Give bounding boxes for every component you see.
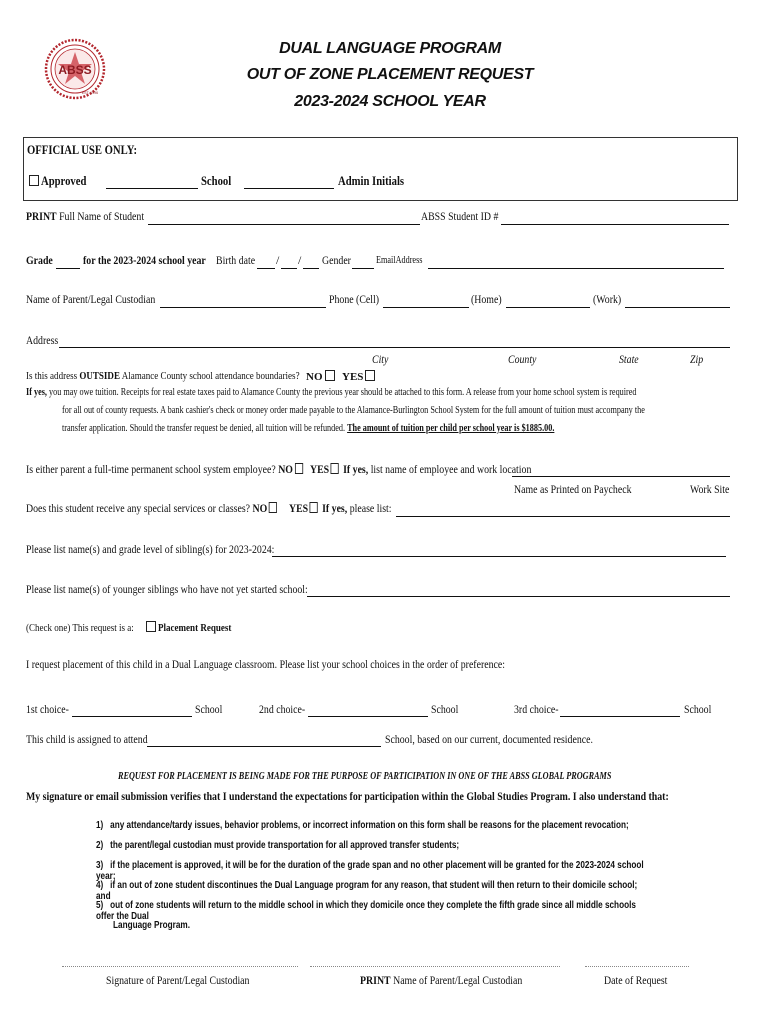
outside-yes-checkbox[interactable] [365, 370, 375, 381]
assigned-post: School, based on our current, documented residence. [385, 732, 593, 746]
first-choice-label: 1st choice- [26, 702, 69, 716]
employee-no-checkbox[interactable] [295, 463, 303, 474]
phone-cell-field[interactable] [383, 307, 469, 308]
third-choice-school: School [684, 702, 712, 716]
assigned-school-field[interactable] [147, 746, 381, 747]
svg-text:ABSS: ABSS [58, 63, 92, 77]
younger-siblings-question: Please list name(s) of younger siblings who have not yet started school: [26, 582, 308, 596]
agreement-item: the parent/legal custodian must provide transportation for all approved transfer students; [110, 840, 460, 851]
student-id-field[interactable] [501, 224, 729, 225]
siblings-question: Please list name(s) and grade level of sibling(s) for 2023-2024: [26, 542, 275, 556]
younger-siblings-field[interactable] [307, 596, 730, 597]
title-year: 2023-2024 SCHOOL YEAR [294, 93, 486, 110]
title-program: DUAL LANGUAGE PROGRAM [279, 40, 501, 57]
phone-home-field[interactable] [506, 307, 590, 308]
outside-yes-label: YES [342, 371, 364, 383]
outside-no-label: NO [306, 371, 323, 383]
title-request: OUT OF ZONE PLACEMENT REQUEST [246, 66, 534, 83]
agreement-heading: REQUEST FOR PLACEMENT IS BEING MADE FOR THE PURPOSE OF PARTICIPATION IN ONE OF THE ABSS GLOBAL PROGRAMS [118, 771, 612, 782]
approved-label: Approved [41, 173, 87, 188]
employee-yes-checkbox[interactable] [331, 463, 339, 474]
outside-no-checkbox[interactable] [325, 370, 335, 381]
employee-question: Is either parent a full-time permanent school system employee? [26, 462, 276, 476]
second-choice-label: 2nd choice- [259, 702, 306, 716]
tuition-amount: The amount of tuition per child per school year is $1885.00. [347, 423, 555, 434]
state-caption: State [619, 352, 639, 366]
grade-label: Grade [26, 253, 53, 267]
address-field[interactable] [59, 347, 730, 348]
tuition-note-line3: transfer application. Should the transfer request be denied, all tuition will be refunded. [62, 423, 346, 434]
email-label: EmailAddress [376, 255, 423, 266]
second-choice-field[interactable] [308, 716, 428, 717]
birth-day-field[interactable] [281, 268, 297, 269]
print-name-field[interactable] [310, 966, 560, 967]
services-list-label: please list: [347, 501, 392, 515]
paycheck-name-caption: Name as Printed on Paycheck [514, 482, 632, 496]
approved-checkbox[interactable] [29, 175, 39, 186]
phone-work-field[interactable] [625, 307, 730, 308]
admin-initials-label: Admin Initials [338, 173, 405, 188]
student-name-label: Full Name of Student [59, 209, 145, 223]
county-caption: County [508, 352, 537, 366]
approved-line[interactable] [106, 188, 198, 189]
school-label: School [201, 173, 232, 188]
gender-label: Gender [322, 253, 351, 267]
work-site-caption: Work Site [690, 482, 730, 496]
phone-home-label: (Home) [471, 292, 502, 306]
assigned-label: This child is assigned to attend [26, 732, 148, 746]
parent-name-field[interactable] [160, 307, 326, 308]
grade-field[interactable] [56, 268, 80, 269]
services-field[interactable] [396, 516, 730, 517]
agreement-verify: My signature or email submission verifies that I understand the expectations for participation within the Global Studies Program. I also understand that: [26, 789, 669, 803]
birth-month-field[interactable] [257, 268, 275, 269]
student-id-label: ABSS Student ID # [421, 209, 499, 223]
first-choice-school: School [195, 702, 223, 716]
abss-seal-logo [44, 22, 106, 116]
employee-location-field[interactable] [512, 476, 730, 477]
agreement-item: if the placement is approved, it will be for the duration of the grade span and no other placement will be granted for the 2023-2024 school year; [96, 860, 644, 882]
address-label: Address [26, 333, 59, 347]
date-field[interactable] [585, 966, 689, 967]
date-caption: Date of Request [604, 973, 668, 987]
birth-date-label: Birth date [216, 253, 256, 267]
third-choice-field[interactable] [560, 716, 680, 717]
preference-intro: I request placement of this child in a Dual Language classroom. Please list your school choices in the order of preference: [26, 657, 505, 671]
print-name-caption: Name of Parent/Legal Custodian [390, 973, 523, 987]
services-yes-checkbox[interactable] [310, 502, 318, 513]
parent-name-label: Name of Parent/Legal Custodian [26, 292, 156, 306]
phone-work-label: (Work) [593, 292, 622, 306]
agreement-item: if an out of zone student discontinues the Dual Language program for any reason, that student will then return to their domicile school; and [96, 880, 638, 902]
check-one-label: (Check one) This request is a: [26, 622, 134, 634]
placement-request-checkbox[interactable] [146, 621, 156, 632]
grade-year-label: for the 2023-2024 school year [83, 253, 206, 267]
first-choice-field[interactable] [72, 716, 192, 717]
agreement-item: out of zone students will return to the middle school in which they domicile once they complete the fifth grade since all middle schools offer the Dual [96, 900, 636, 922]
services-question: Does this student receive any special services or classes? [26, 501, 251, 515]
signature-field[interactable] [62, 966, 298, 967]
employee-location-label: list name of employee and work location [368, 462, 532, 476]
siblings-field[interactable] [272, 556, 726, 557]
third-choice-label: 3rd choice- [514, 702, 559, 716]
tuition-note-line1: you may owe tuition. Receipts for real estate taxes paid to Alamance County the previous year should be attached to this form. A release from your home school system is required [46, 387, 637, 398]
birth-year-field[interactable] [303, 268, 319, 269]
zip-caption: Zip [690, 352, 704, 366]
student-name-field[interactable] [148, 224, 420, 225]
school-line[interactable] [244, 188, 334, 189]
agreement-item-5-cont: Language Program. [113, 920, 191, 931]
gender-field[interactable] [352, 268, 374, 269]
print-label: PRINT [26, 209, 57, 223]
placement-request-label: Placement Request [158, 622, 232, 634]
official-heading: OFFICIAL USE ONLY: [27, 142, 137, 157]
agreement-item: any attendance/tardy issues, behavior problems, or incorrect information on this form shall be reasons for the placement revocation; [110, 820, 629, 831]
city-caption: City [372, 352, 389, 366]
services-no-checkbox[interactable] [269, 502, 277, 513]
email-field[interactable] [428, 268, 724, 269]
tuition-note-line2: for all out of county requests. A bank cashier's check or money order made payable to the Alamance-Burlington School System for the full amount of tuition must accompany the [62, 405, 645, 416]
phone-cell-label: Phone (Cell) [329, 292, 380, 306]
outside-question: Alamance County school attendance boundaries? [119, 370, 300, 382]
second-choice-school: School [431, 702, 459, 716]
signature-caption: Signature of Parent/Legal Custodian [106, 973, 250, 987]
svg-text:EST. 1996: EST. 1996 [81, 91, 99, 95]
